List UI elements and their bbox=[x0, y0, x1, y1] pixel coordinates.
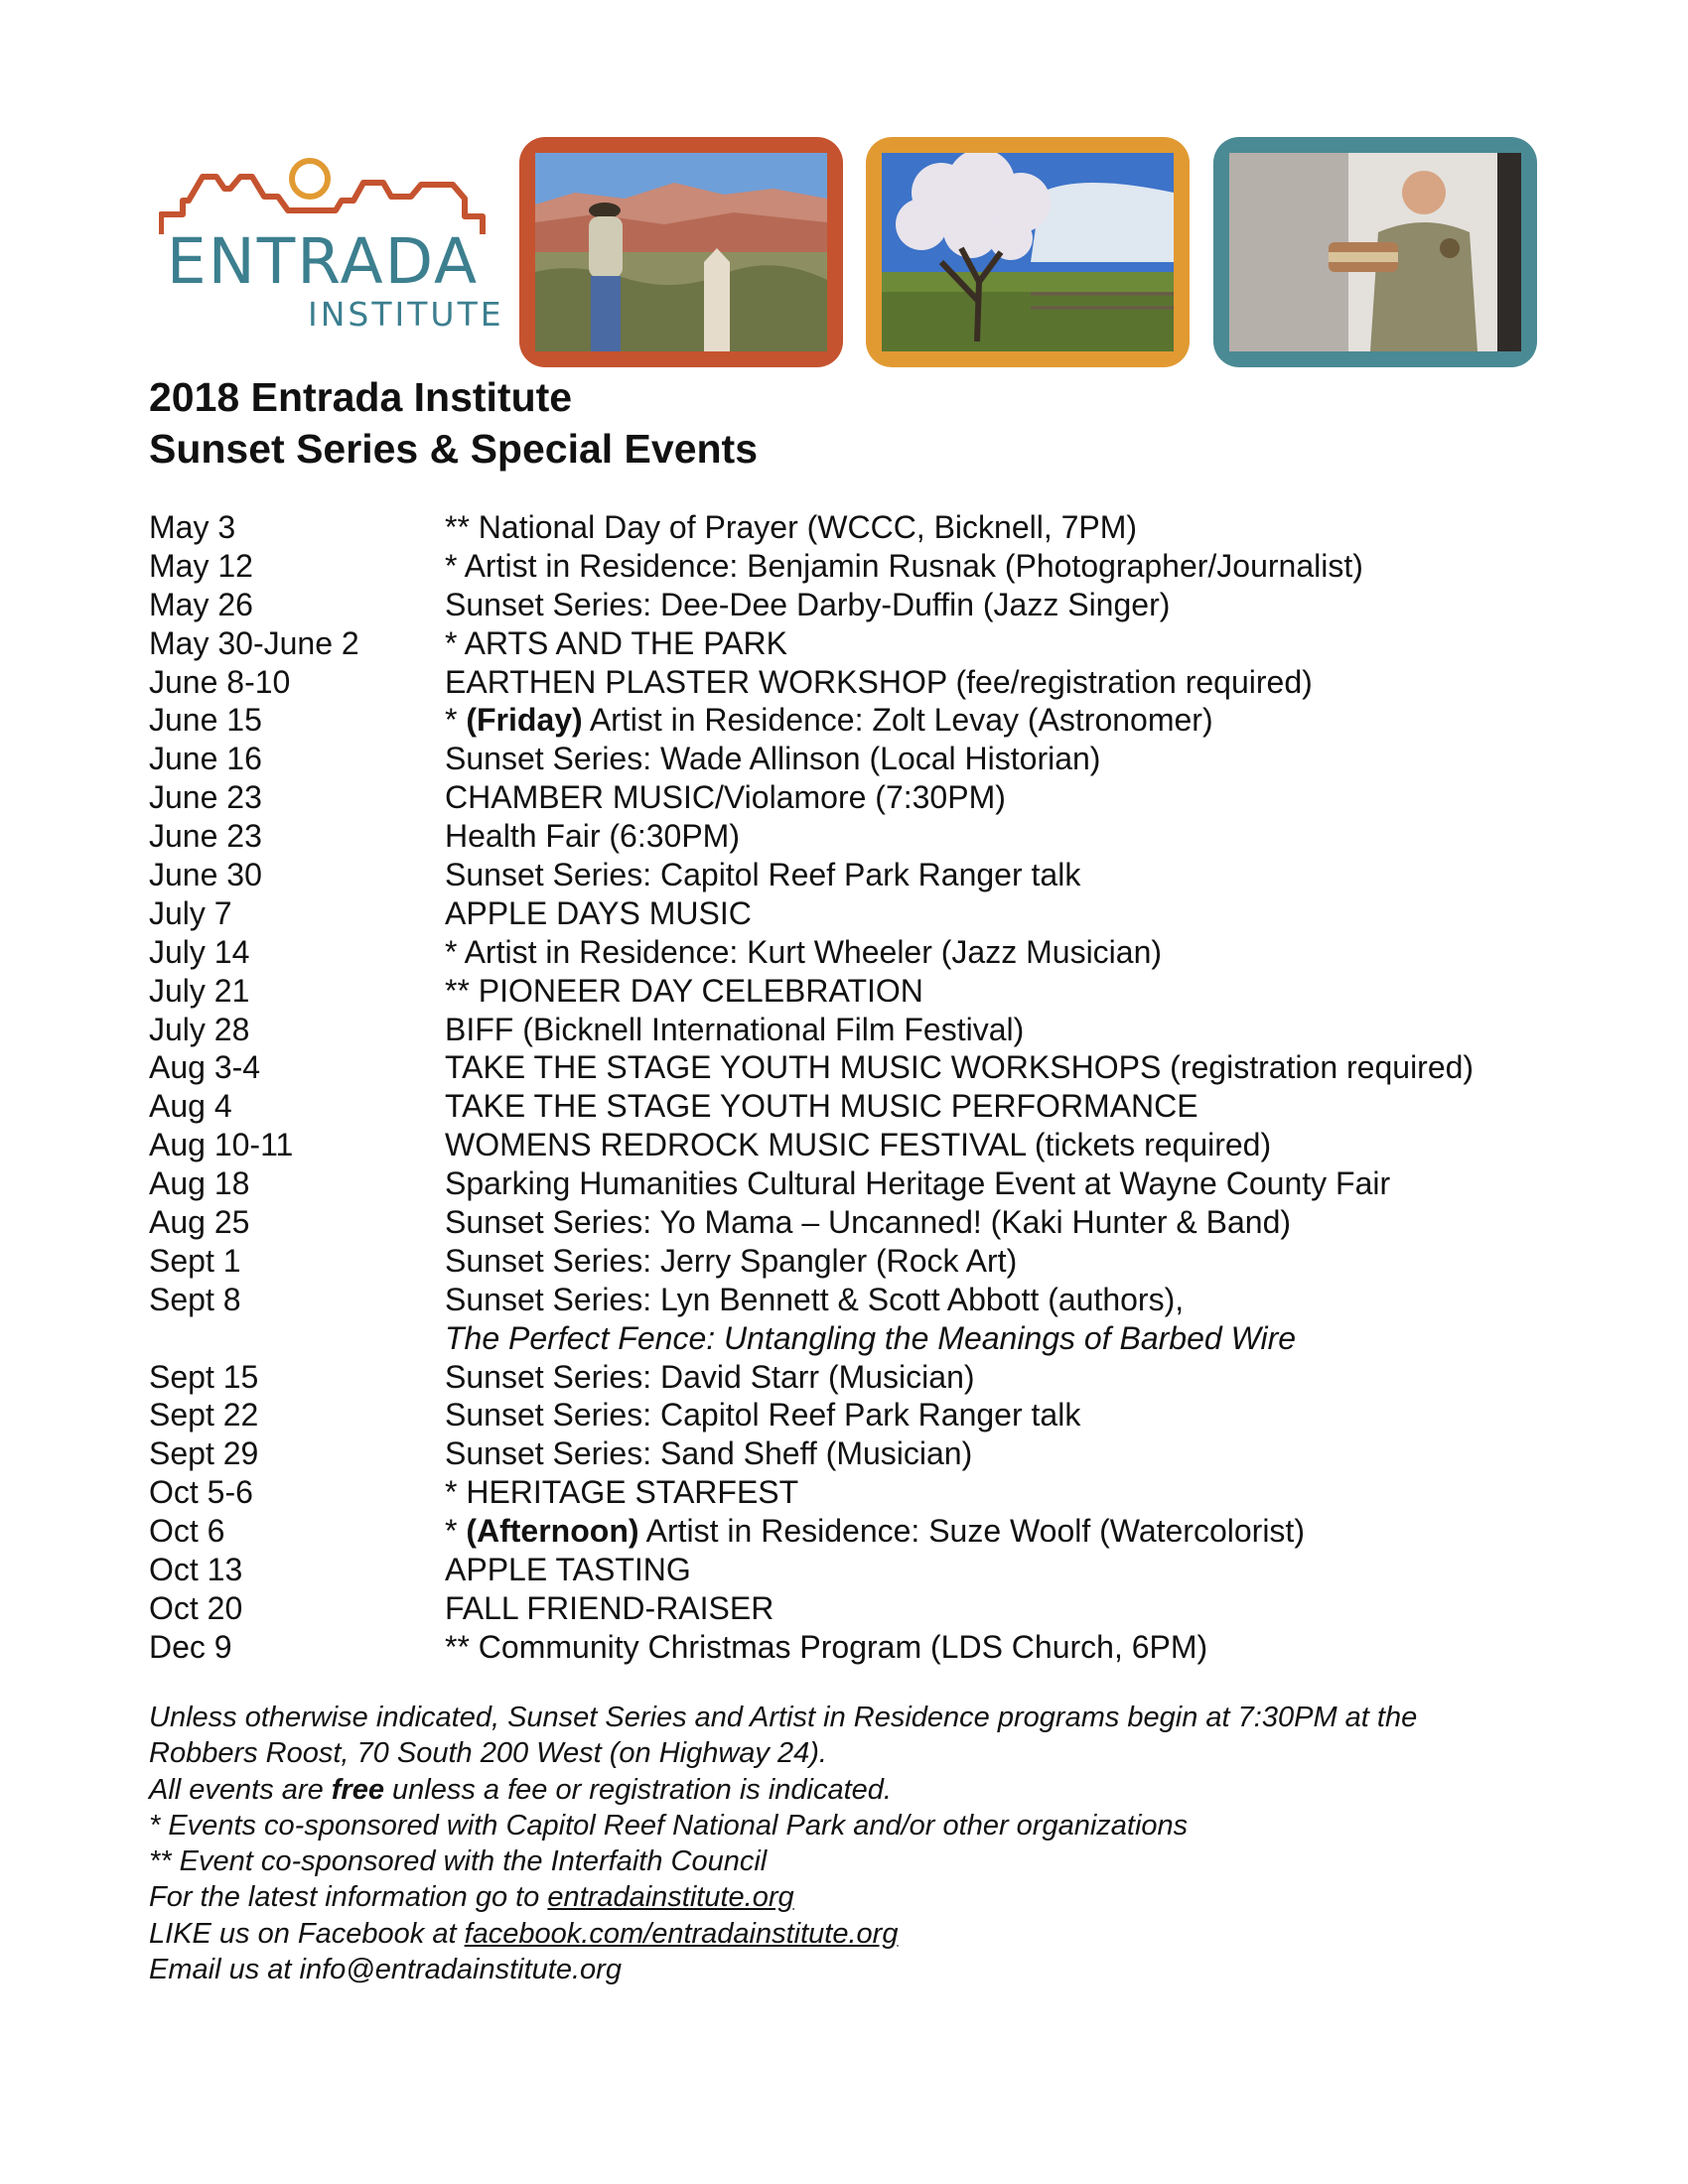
event-row bbox=[149, 624, 1559, 663]
event-description: Sunset Series: Wade Allinson (Local Historian) bbox=[445, 741, 1101, 777]
event-row bbox=[149, 508, 1559, 547]
event-row bbox=[149, 1396, 1559, 1434]
facebook-link[interactable]: facebook.com/entradainstitute.org bbox=[464, 1917, 899, 1950]
event-date: May 12 bbox=[149, 547, 253, 584]
event-description: Sunset Series: Capitol Reef Park Ranger talk bbox=[445, 1397, 1081, 1433]
logo-subtitle: INSTITUTE bbox=[308, 295, 504, 334]
event-row bbox=[149, 817, 1559, 856]
event-date: Sept 1 bbox=[149, 1242, 241, 1279]
event-row bbox=[149, 1048, 1559, 1087]
event-date: Oct 5-6 bbox=[149, 1474, 253, 1511]
event-description: APPLE DAYS MUSIC bbox=[445, 894, 752, 931]
event-description: Sunset Series: Lyn Bennett & Scott Abbott (authors), bbox=[445, 1281, 1185, 1317]
event-description: * HERITAGE STARFEST bbox=[445, 1474, 799, 1511]
footer-note-schedule: Unless otherwise indicated, Sunset Series and Artist in Residence programs begin at 7:30PM at the bbox=[149, 1702, 1418, 1733]
event-date: Aug 10-11 bbox=[149, 1127, 294, 1163]
photo-frame-landscape bbox=[519, 137, 843, 367]
event-row bbox=[149, 663, 1559, 702]
event-description: WOMENS REDROCK MUSIC FESTIVAL (tickets required) bbox=[445, 1127, 1272, 1163]
event-date: Sept 29 bbox=[149, 1435, 259, 1472]
event-date: Aug 3-4 bbox=[149, 1049, 261, 1086]
event-description: BIFF (Bicknell International Film Festival) bbox=[445, 1011, 1025, 1047]
event-description: Sunset Series: Jerry Spangler (Rock Art) bbox=[445, 1242, 1018, 1279]
event-row bbox=[149, 1203, 1559, 1242]
event-date: May 30-June 2 bbox=[149, 624, 359, 661]
event-date: Aug 18 bbox=[149, 1165, 250, 1202]
event-description: * Artist in Residence: Kurt Wheeler (Jazz Musician) bbox=[445, 933, 1163, 970]
footer-notes bbox=[149, 1700, 1559, 1987]
event-date: June 30 bbox=[149, 857, 262, 893]
event-date: June 15 bbox=[149, 702, 262, 739]
event-date: June 23 bbox=[149, 818, 262, 855]
event-description: CHAMBER MUSIC/Violamore (7:30PM) bbox=[445, 779, 1006, 816]
event-description: TAKE THE STAGE YOUTH MUSIC PERFORMANCE bbox=[445, 1088, 1198, 1125]
event-date: Aug 25 bbox=[149, 1204, 250, 1241]
event-description: Sunset Series: Dee-Dee Darby-Duffin (Jazz Singer) bbox=[445, 586, 1171, 622]
event-description: Sunset Series: Sand Sheff (Musician) bbox=[445, 1435, 973, 1472]
logo-wordmark: ENTRADA bbox=[166, 225, 480, 298]
event-description: ** National Day of Prayer (WCCC, Bicknell, 7PM) bbox=[445, 509, 1138, 545]
event-row bbox=[149, 1473, 1559, 1512]
event-row bbox=[149, 1434, 1559, 1473]
event-row bbox=[149, 894, 1559, 933]
footer-note-cosponsor: * Events co-sponsored with Capitol Reef National Park and/or other organizations bbox=[149, 1809, 1189, 1842]
event-date: July 28 bbox=[149, 1011, 250, 1047]
event-date: Oct 6 bbox=[149, 1513, 225, 1550]
event-description: Sunset Series: Capitol Reef Park Ranger talk bbox=[445, 857, 1081, 893]
event-date: May 3 bbox=[149, 509, 236, 545]
ranger-talk-photo-icon bbox=[1229, 153, 1521, 351]
event-row bbox=[149, 1551, 1559, 1589]
footer-note-website: For the latest information go to entradainstitute.org bbox=[149, 1881, 794, 1914]
photo-frame-ranger-talk bbox=[1213, 137, 1537, 367]
event-description: * (Afternoon) Artist in Residence: Suze Woolf (Watercolorist) bbox=[445, 1513, 1305, 1550]
event-description: * ARTS AND THE PARK bbox=[445, 624, 787, 661]
entrada-logo bbox=[159, 149, 504, 338]
event-date: Oct 13 bbox=[149, 1552, 243, 1588]
event-row bbox=[149, 1319, 1559, 1358]
event-description: Sunset Series: Yo Mama – Uncanned! (Kaki Hunter & Band) bbox=[445, 1204, 1292, 1241]
event-date: June 23 bbox=[149, 779, 262, 816]
event-row bbox=[149, 1011, 1559, 1049]
event-description: ** PIONEER DAY CELEBRATION bbox=[445, 972, 923, 1009]
event-row bbox=[149, 933, 1559, 972]
event-date: Dec 9 bbox=[149, 1628, 232, 1665]
event-row bbox=[149, 778, 1559, 817]
event-date: June 8-10 bbox=[149, 663, 291, 700]
footer-note-free: All events are free unless a fee or registration is indicated. bbox=[149, 1773, 892, 1806]
page-subtitle: Sunset Series & Special Events bbox=[149, 426, 758, 472]
event-row bbox=[149, 1358, 1559, 1397]
page-title: 2018 Entrada Institute bbox=[149, 374, 573, 420]
event-date: July 21 bbox=[149, 972, 250, 1009]
blossom-tree-photo-icon bbox=[882, 153, 1174, 351]
event-row bbox=[149, 701, 1559, 740]
footer-note-email: Email us at info@entradainstitute.org bbox=[149, 1954, 622, 1986]
event-row bbox=[149, 972, 1559, 1011]
event-date: Sept 8 bbox=[149, 1281, 241, 1317]
event-row bbox=[149, 740, 1559, 778]
event-row bbox=[149, 1242, 1559, 1281]
event-description: The Perfect Fence: Untangling the Meanings of Barbed Wire bbox=[445, 1319, 1297, 1356]
event-date: Oct 20 bbox=[149, 1589, 243, 1626]
footer-note-facebook: LIKE us on Facebook at facebook.com/entradainstitute.org bbox=[149, 1917, 899, 1950]
event-row bbox=[149, 1512, 1559, 1551]
event-row bbox=[149, 1164, 1559, 1203]
event-description: TAKE THE STAGE YOUTH MUSIC WORKSHOPS (registration required) bbox=[445, 1049, 1475, 1086]
event-date: June 16 bbox=[149, 741, 262, 777]
event-description: Health Fair (6:30PM) bbox=[445, 818, 740, 855]
event-description: APPLE TASTING bbox=[445, 1552, 691, 1588]
event-date: May 26 bbox=[149, 586, 253, 622]
event-row bbox=[149, 586, 1559, 624]
event-date: July 7 bbox=[149, 894, 232, 931]
event-description: * (Friday) Artist in Residence: Zolt Levay (Astronomer) bbox=[445, 702, 1213, 739]
event-date: July 14 bbox=[149, 933, 250, 970]
event-description: Sparking Humanities Cultural Heritage Event at Wayne County Fair bbox=[445, 1165, 1391, 1202]
footer-note-interfaith: ** Event co-sponsored with the Interfaith Council bbox=[149, 1845, 768, 1878]
event-description: * Artist in Residence: Benjamin Rusnak (Photographer/Journalist) bbox=[445, 547, 1363, 584]
event-row bbox=[149, 1628, 1559, 1667]
photo-frame-blossom-tree bbox=[866, 137, 1190, 367]
event-row bbox=[149, 1126, 1559, 1164]
event-row bbox=[149, 1087, 1559, 1126]
event-row bbox=[149, 856, 1559, 894]
event-row bbox=[149, 1281, 1559, 1319]
event-description: ** Community Christmas Program (LDS Church, 6PM) bbox=[445, 1628, 1208, 1665]
event-date: Sept 22 bbox=[149, 1397, 259, 1433]
website-link[interactable]: entradainstitute.org bbox=[547, 1881, 794, 1914]
event-description: EARTHEN PLASTER WORKSHOP (fee/registration required) bbox=[445, 663, 1313, 700]
event-description: Sunset Series: David Starr (Musician) bbox=[445, 1358, 975, 1395]
events-list bbox=[149, 508, 1559, 1667]
event-row bbox=[149, 1589, 1559, 1628]
landscape-photo-icon bbox=[535, 153, 827, 351]
event-row bbox=[149, 547, 1559, 586]
footer-note-location: Robbers Roost, 70 South 200 West (on Highway 24). bbox=[149, 1737, 827, 1770]
event-description: FALL FRIEND-RAISER bbox=[445, 1589, 774, 1626]
event-date: Sept 15 bbox=[149, 1358, 259, 1395]
event-date: Aug 4 bbox=[149, 1088, 232, 1125]
